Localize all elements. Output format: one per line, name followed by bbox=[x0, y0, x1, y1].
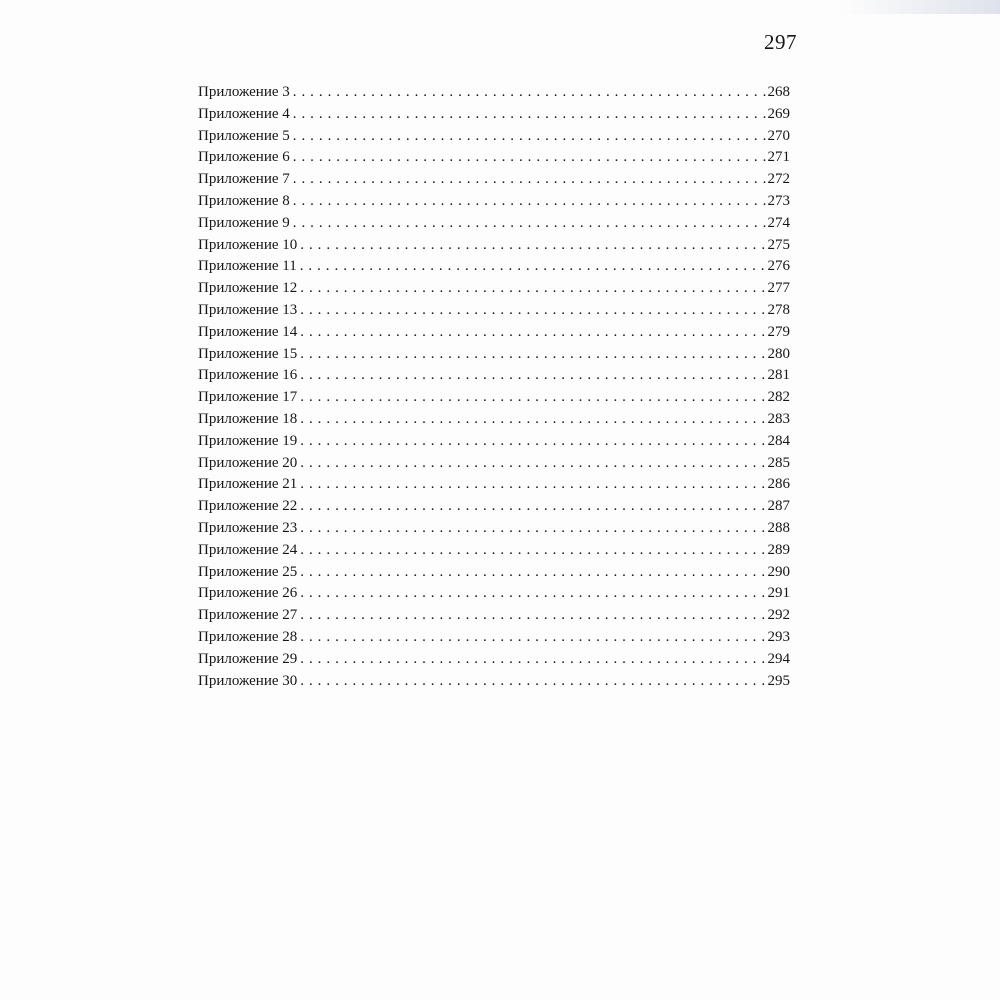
toc-entry bbox=[198, 649, 790, 671]
toc-entry-page-number: 278 bbox=[767, 301, 790, 318]
toc-dot-leader bbox=[293, 147, 766, 169]
toc-entry-label: Приложение 21 bbox=[198, 476, 298, 493]
toc-entry-label: Приложение 20 bbox=[198, 454, 298, 471]
toc-entry-label: Приложение 13 bbox=[198, 301, 298, 318]
toc-dot-leader bbox=[300, 496, 765, 518]
toc-entry-label: Приложение 7 bbox=[198, 171, 290, 188]
toc-entry-label: Приложение 9 bbox=[198, 214, 290, 231]
toc-entry-page-number: 287 bbox=[767, 498, 790, 515]
toc-dot-leader bbox=[300, 562, 765, 584]
toc-entry-page-number: 295 bbox=[767, 672, 790, 689]
toc-dot-leader bbox=[300, 256, 766, 278]
toc-entry-page-number: 286 bbox=[767, 476, 790, 493]
toc-entry-page-number: 270 bbox=[767, 127, 790, 144]
toc-entry-label: Приложение 15 bbox=[198, 345, 298, 362]
toc-entry-label: Приложение 6 bbox=[198, 149, 290, 166]
toc-entry bbox=[198, 562, 790, 584]
toc-entry-label: Приложение 4 bbox=[198, 105, 290, 122]
toc-dot-leader bbox=[300, 605, 765, 627]
toc-dot-leader bbox=[300, 235, 765, 257]
toc-dot-leader bbox=[293, 104, 766, 126]
toc-entry bbox=[198, 365, 790, 387]
toc-entry bbox=[198, 300, 790, 322]
toc-entry-page-number: 268 bbox=[767, 84, 790, 100]
toc-entry-page-number: 294 bbox=[767, 650, 790, 667]
toc-entry-label: Приложение 22 bbox=[198, 498, 298, 515]
toc-entry-label: Приложение 14 bbox=[198, 323, 298, 340]
toc-entry-label: Приложение 11 bbox=[198, 258, 297, 275]
table-of-contents bbox=[198, 82, 790, 692]
toc-entry-label: Приложение 17 bbox=[198, 389, 298, 406]
toc-entry-page-number: 282 bbox=[767, 389, 790, 406]
toc-entry-page-number: 283 bbox=[767, 410, 790, 427]
toc-entry bbox=[198, 256, 790, 278]
toc-entry bbox=[198, 453, 790, 475]
toc-entry-page-number: 289 bbox=[767, 541, 790, 558]
toc-entry-page-number: 285 bbox=[767, 454, 790, 471]
toc-entry-page-number: 280 bbox=[767, 345, 790, 362]
toc-dot-leader bbox=[300, 278, 765, 300]
toc-entry bbox=[198, 496, 790, 518]
toc-entry-page-number: 271 bbox=[767, 149, 790, 166]
page-edge-shadow bbox=[840, 0, 1000, 14]
toc-entry-label: Приложение 26 bbox=[198, 585, 298, 602]
toc-dot-leader bbox=[293, 169, 766, 191]
toc-entry bbox=[198, 540, 790, 562]
toc-entry-label: Приложение 5 bbox=[198, 127, 290, 144]
toc-entry bbox=[198, 583, 790, 605]
page-number: 297 bbox=[764, 30, 797, 54]
toc-entry-label: Приложение 16 bbox=[198, 367, 298, 384]
toc-entry-label: Приложение 24 bbox=[198, 541, 298, 558]
toc-dot-leader bbox=[293, 82, 766, 104]
toc-entry bbox=[198, 322, 790, 344]
toc-entry-label: Приложение 25 bbox=[198, 563, 298, 580]
toc-dot-leader bbox=[300, 649, 765, 671]
toc-entry-label: Приложение 23 bbox=[198, 519, 298, 536]
toc-entry-page-number: 281 bbox=[767, 367, 790, 384]
toc-dot-leader bbox=[300, 627, 765, 649]
toc-entry-page-number: 284 bbox=[767, 432, 790, 449]
toc-entry-page-number: 272 bbox=[767, 171, 790, 188]
toc-dot-leader bbox=[300, 409, 765, 431]
toc-entry-page-number: 275 bbox=[767, 236, 790, 253]
toc-entry-page-number: 276 bbox=[767, 258, 790, 275]
toc-entry-page-number: 292 bbox=[767, 607, 790, 624]
toc-dot-leader bbox=[300, 583, 765, 605]
toc-entry bbox=[198, 627, 790, 649]
toc-entry-label: Приложение 19 bbox=[198, 432, 298, 449]
toc-dot-leader bbox=[300, 365, 765, 387]
toc-entry bbox=[198, 126, 790, 148]
toc-entry bbox=[198, 474, 790, 496]
toc-entry-label: Приложение 3 bbox=[198, 84, 290, 100]
toc-entry bbox=[198, 191, 790, 213]
toc-entry-label: Приложение 12 bbox=[198, 280, 298, 297]
toc-entry-page-number: 274 bbox=[767, 214, 790, 231]
toc-entry-page-number: 277 bbox=[767, 280, 790, 297]
toc-dot-leader bbox=[300, 322, 765, 344]
toc-entry-label: Приложение 30 bbox=[198, 672, 298, 689]
toc-entry bbox=[198, 104, 790, 126]
toc-entry bbox=[198, 169, 790, 191]
toc-entry bbox=[198, 82, 790, 104]
toc-entry bbox=[198, 409, 790, 431]
toc-dot-leader bbox=[300, 540, 765, 562]
toc-dot-leader bbox=[293, 191, 766, 213]
toc-entry bbox=[198, 431, 790, 453]
toc-dot-leader bbox=[293, 213, 766, 235]
toc-entry bbox=[198, 278, 790, 300]
toc-entry bbox=[198, 213, 790, 235]
toc-dot-leader bbox=[300, 431, 765, 453]
toc-entry-label: Приложение 10 bbox=[198, 236, 298, 253]
toc-entry-label: Приложение 29 bbox=[198, 650, 298, 667]
toc-entry-label: Приложение 28 bbox=[198, 628, 298, 645]
toc-dot-leader bbox=[300, 453, 765, 475]
toc-entry-page-number: 273 bbox=[767, 192, 790, 209]
toc-dot-leader bbox=[300, 344, 765, 366]
toc-entry bbox=[198, 671, 790, 693]
toc-entry bbox=[198, 344, 790, 366]
toc-entry-page-number: 290 bbox=[767, 563, 790, 580]
toc-dot-leader bbox=[300, 474, 765, 496]
toc-entry bbox=[198, 235, 790, 257]
toc-entry-label: Приложение 27 bbox=[198, 607, 298, 624]
toc-dot-leader bbox=[300, 518, 765, 540]
toc-entry-page-number: 269 bbox=[767, 105, 790, 122]
toc-dot-leader bbox=[300, 300, 765, 322]
toc-entry-page-number: 291 bbox=[767, 585, 790, 602]
toc-dot-leader bbox=[300, 671, 765, 693]
toc-entry-label: Приложение 18 bbox=[198, 410, 298, 427]
toc-entry-page-number: 288 bbox=[767, 519, 790, 536]
toc-dot-leader bbox=[293, 126, 766, 148]
toc-dot-leader bbox=[300, 387, 765, 409]
toc-entry-label: Приложение 8 bbox=[198, 192, 290, 209]
toc-entry-page-number: 293 bbox=[767, 628, 790, 645]
toc-entry-page-number: 279 bbox=[767, 323, 790, 340]
toc-entry bbox=[198, 605, 790, 627]
toc-entry bbox=[198, 147, 790, 169]
toc-entry bbox=[198, 518, 790, 540]
toc-entry bbox=[198, 387, 790, 409]
